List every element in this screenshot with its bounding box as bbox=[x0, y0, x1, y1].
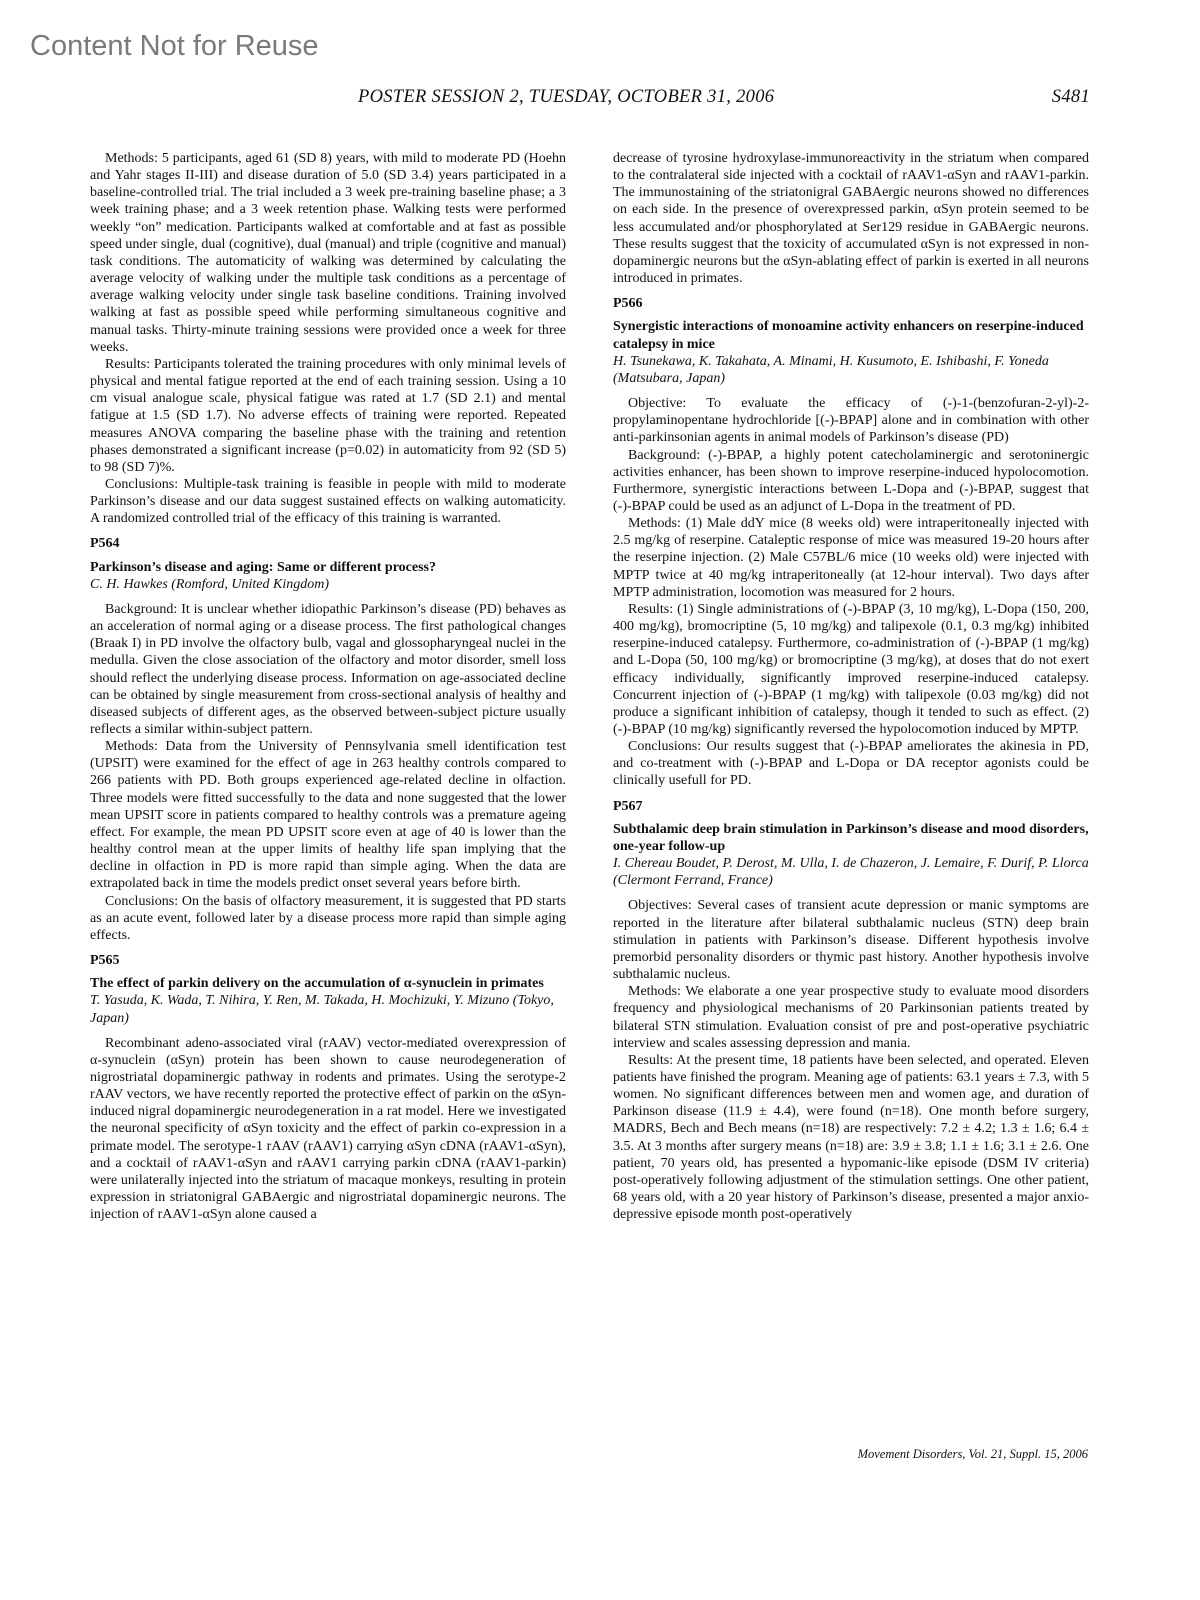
paragraph: Objectives: Several cases of transient acute depression or manic symptoms are reported in the literature after bilateral subthalamic nucleus (STN) deep brain stimulation in patients with Parkinson’s disease. Different hypothesis involve premorbid personality disorders or thymic past history. Another hypothesis involve subthalamic nucleus. bbox=[613, 898, 1089, 983]
paragraph: Conclusions: On the basis of olfactory measurement, it is suggested that PD starts as an acute event, followed later by a disease process more rapid than simple aging effects. bbox=[90, 893, 566, 943]
abstract-id: P567 bbox=[613, 798, 643, 814]
paragraph: Conclusions: Multiple-task training is feasible in people with mild to moderate Parkinson’s disease and our data suggest sustained effects on walking automaticity. A randomized controlled trial of the efficacy of this training is warranted. bbox=[90, 476, 566, 527]
paragraph: Methods: We elaborate a one year prospective study to evaluate mood disorders frequency and physiological mechanisms of 20 Parkinsonian patients treated by bilateral STN stimulation. Evaluation consist of pre and post-operative psychiatric interview and scales assessing depression and mania. bbox=[613, 984, 1089, 1051]
paragraph: Conclusions: Our results suggest that (-)-BPAP ameliorates the akinesia in PD, and co-treatment with (-)-BPAP and L-Dopa or DA receptor agonists could be clinically usefull for PD. bbox=[613, 739, 1089, 789]
paragraph: Results: Participants tolerated the training procedures with only minimal levels of physical and mental fatigue reported at the end of each training session. Using a 10 cm visual analogue scale, physical fatigue was rated at 1.7 (SD 2.1) and mental fatigue at 1.5 (SD 1.7). No adverse effects of training were reported. Repeated measures ANOVA comparing the baseline phase with the training and retention phases demonstrated a significant increase (p=0.02) in automaticity from 92 (SD 5) to 98 (SD 7)%. bbox=[90, 356, 566, 475]
abstract-title: Subthalamic deep brain stimulation in Parkinson’s disease and mood disorders, one-year follow-up bbox=[613, 821, 1089, 854]
paragraph: Results: At the present time, 18 patients have been selected, and operated. Eleven patients have finished the program. Meaning age of patients: 63.1 years ± 7.3, with 5 women. No significant differences between men and women age, and duration of Parkinson disease (11.9 ± 4.4), were found (n=18). One month before surgery, MADRS, Bech and Bech means (n=18) are respectively: 7.2 ± 4.2; 1.3 ± 1.6; 6.4 ± 3.5. At 3 months after surgery means (n=18) are: 3.9 ± 3.8; 1.1 ± 1.6; 3.1 ± 2.6. One patient, 70 years old, has presented a hypomanic-like episode (DSM IV criteria) post-operatively following adjustment of the stimulation settings. One other patient, 68 years old, with a 20 year history of Parkinson’s disease, presented a major anxio-depressive episode month post-operatively bbox=[613, 1052, 1089, 1223]
left-column bbox=[90, 150, 566, 1223]
abstract-id: P566 bbox=[613, 296, 643, 312]
paragraph: Methods: Data from the University of Pennsylvania smell identification test (UPSIT) were examined for the effect of age in 263 healthy controls compared to 266 patients with PD. Both groups experienced age-related decline in olfaction. Three models were fitted successfully to the data and none suggested that the lower mean UPSIT score in patients compared to healthy controls was a premature ageing effect. For example, the mean PD UPSIT score even at age of 40 is lower than the healthy control mean at the upper limits of healthy life span implying that the decline in olfaction in PD is more rapid than simple aging. When the data are extrapolated back in time the models predict onset several years before birth. bbox=[90, 739, 566, 892]
paragraph: Background: It is unclear whether idiopathic Parkinson’s disease (PD) behaves as an acceleration of normal aging or a disease process. The first pathological changes (Braak I) in PD involve the olfactory bulb, vagal and glossopharyngeal nuclei in the medulla. Given the close association of the olfactory and motor disorder, smell loss should reflect the underlying disease process. Information on age-associated decline can be obtained by single measurement from cross-sectional analysis of healthy and diseased subjects of different ages, as the observed between-subject picture usually reflects a similar within-subject pattern. bbox=[90, 601, 566, 737]
watermark: Content Not for Reuse bbox=[30, 30, 319, 62]
paragraph: Methods: (1) Male ddY mice (8 weeks old) were intraperitoneally injected with 2.5 mg/kg of reserpine. Cataleptic response of mice was measured 19-20 hours after the reserpine injection. (2) Male C57BL/6 mice (10 weeks old) were injected with MPTP twice at 40 mg/kg intraperitoneally (at 12-hour interval). Two days after MPTP administration, locomotion was measured for 2 hours. bbox=[613, 516, 1089, 600]
running-head bbox=[90, 87, 1090, 111]
running-head-title: POSTER SESSION 2, TUESDAY, OCTOBER 31, 2006 bbox=[358, 87, 775, 107]
paragraph: Results: (1) Single administrations of (-)-BPAP (3, 10 mg/kg), L-Dopa (150, 200, 400 mg/kg), bromocriptine (5, 10 mg/kg) and talipexole (0.1, 0.3 mg/kg) inhibited reserpine-induced catalepsy. Furthermore, co-administration of (-)-BPAP (1 mg/kg) and L-Dopa (50, 100 mg/kg) or bromocriptine (3 mg/kg), at doses that do not exert efficacy individually, significantly improved reserpine-induced catalepsy. Concurrent injection of (-)-BPAP (1 mg/kg) with talipexole (0.03 mg/kg) did not produce a significant inhibition of catalepsy, though it tended to such as effect. (2) (-)-BPAP (10 mg/kg) significantly reversed the hypolocomotion induced by MPTP. bbox=[613, 601, 1089, 737]
paragraph: Objective: To evaluate the efficacy of (-)-1-(benzofuran-2-yl)-2-propylaminopentane hydrochloride [(-)-BPAP] alone and in combination with other anti-parkinsonian agents in animal models of Parkinson’s disease (PD) bbox=[613, 396, 1089, 446]
abstract-title: Synergistic interactions of monoamine activity enhancers on reserpine-induced catalepsy in mice bbox=[613, 319, 1084, 352]
abstract-id: P565 bbox=[90, 953, 120, 969]
paragraph: Recombinant adeno-associated viral (rAAV) vector-mediated overexpression of α-synuclein (αSyn) protein has been shown to cause neurodegeneration of nigrostriatal dopaminergic pathway in rodents and primates. Using the serotype-2 rAAV vectors, we have recently reported the protective effect of parkin on the αSyn-induced nigral dopaminergic neurodegeneration in a rat model. Here we investigated the neuronal specificity of αSyn toxicity and the effect of parkin co-expression in a primate model. The serotype-1 rAAV (rAAV1) carrying αSyn cDNA (rAAV1-αSyn), and a cocktail of rAAV1-αSyn and rAAV1 carrying parkin cDNA (rAAV1-parkin) were unilaterally injected into the striatum of macaque monkeys, resulting in protein expression in striatonigral GABAergic and nigrostriatal dopaminergic neurons. The injection of rAAV1-αSyn alone caused a bbox=[90, 1035, 566, 1223]
right-column bbox=[613, 150, 1089, 1223]
paragraph: decrease of tyrosine hydroxylase-immunoreactivity in the striatum when compared to the contralateral side injected with a cocktail of rAAV1-αSyn and rAAV1-parkin. The immunostaining of the striatonigral GABAergic neurons showed no differences on each side. In the presence of overexpressed parkin, αSyn protein seemed to be less accumulated and/or phosphorylated at Ser129 residue in GABAergic neurons. These results suggest that the toxicity of accumulated αSyn is not expressed in non-dopaminergic neurons but the αSyn-ablating effect of parkin is exerted in all neurons introduced in primates. bbox=[613, 151, 1089, 287]
abstract-authors: I. Chereau Boudet, P. Derost, M. Ulla, I. de Chazeron, J. Lemaire, F. Durif, P. Llorca (Clermont Ferrand, France) bbox=[613, 856, 1089, 889]
abstract-authors: C. H. Hawkes (Romford, United Kingdom) bbox=[90, 576, 330, 592]
abstract-id: P564 bbox=[90, 536, 120, 552]
journal-footer: Movement Disorders, Vol. 21, Suppl. 15, 2006 bbox=[857, 1447, 1088, 1461]
abstract-title: The effect of parkin delivery on the accumulation of α-synuclein in primates bbox=[90, 976, 544, 992]
abstract-authors: H. Tsunekawa, K. Takahata, A. Minami, H. Kusumoto, E. Ishibashi, F. Yoneda (Matsubara, Japan) bbox=[613, 353, 1049, 386]
paragraph: Methods: 5 participants, aged 61 (SD 8) years, with mild to moderate PD (Hoehn and Yahr stages II-III) and disease duration of 5.0 (SD 3.4) years participated in a baseline-controlled trial. The trial included a 3 week pre-training baseline phase; a 3 week training phase; and a 3 week retention phase. Walking tests were performed weekly “on” medication. Participants walked at comfortable and at fast as possible speed under single, dual (cognitive), dual (manual) and triple (cognitive and manual) task conditions. The automaticity of walking was determined by calculating the average velocity of walking under the multiple task conditions as a percentage of average walking velocity under single task baseline conditions. Training involved walking at fast as possible speed while performing simultaneous cognitive and manual tasks. Thirty-minute training sessions were provided once a week for three weeks. bbox=[90, 151, 566, 355]
abstract-title: Parkinson’s disease and aging: Same or different process? bbox=[90, 559, 436, 575]
paragraph: Background: (-)-BPAP, a highly potent catecholaminergic and serotoninergic activities enhancer, has been shown to improve reserpine-induced hypolocomotion. Furthermore, synergistic interactions between L-Dopa and (-)-BPAP, suggest that (-)-BPAP could be used as an adjunct of L-Dopa in the treatment of PD. bbox=[613, 447, 1089, 514]
page-number: S481 bbox=[1051, 87, 1090, 107]
abstract-authors: T. Yasuda, K. Wada, T. Nihira, Y. Ren, M. Takada, H. Mochizuki, Y. Mizuno (Tokyo, Japan) bbox=[90, 993, 554, 1026]
